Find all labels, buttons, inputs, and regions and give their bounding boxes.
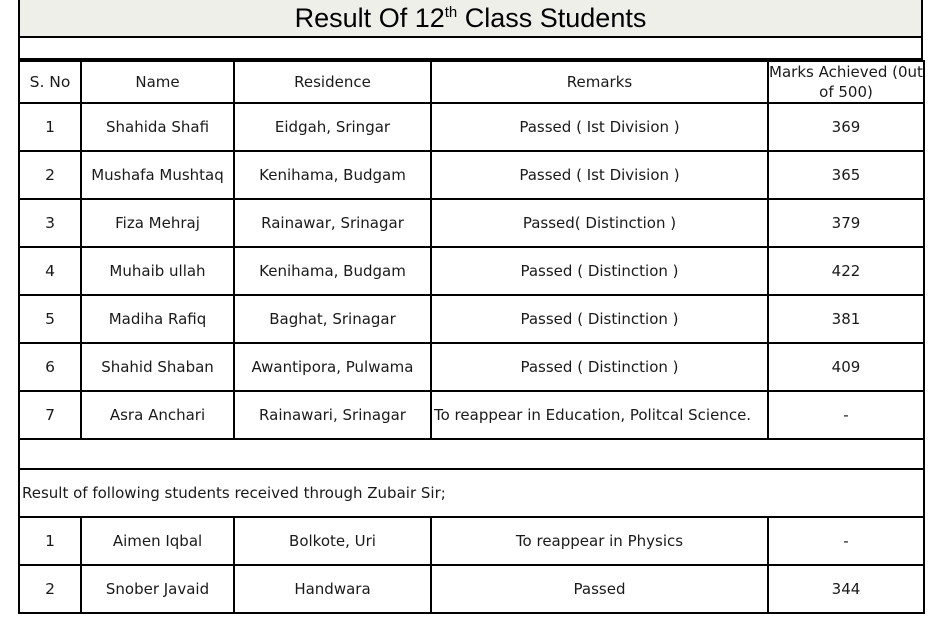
cell-residence: Kenihama, Budgam xyxy=(234,151,431,199)
cell-residence: Eidgah, Sringar xyxy=(234,103,431,151)
cell-name: Fiza Mehraj xyxy=(81,199,234,247)
table-row xyxy=(19,565,924,613)
cell-marks: 379 xyxy=(768,199,924,247)
cell-marks: 369 xyxy=(768,103,924,151)
cell-sno: 3 xyxy=(19,199,81,247)
table-row xyxy=(19,517,924,565)
cell-residence: Rainawar, Srinagar xyxy=(234,199,431,247)
blank-cell xyxy=(19,439,924,469)
cell-remarks: Passed ( Ist Division ) xyxy=(431,151,768,199)
cell-sno: 6 xyxy=(19,343,81,391)
header-residence: Residence xyxy=(234,61,431,103)
cell-marks: 409 xyxy=(768,343,924,391)
note-text: Result of following students received through Zubair Sir; xyxy=(19,469,924,517)
table-row xyxy=(19,199,924,247)
table-row xyxy=(19,343,924,391)
cell-remarks: Passed ( Distinction ) xyxy=(431,295,768,343)
cell-remarks: Passed xyxy=(431,565,768,613)
note-row xyxy=(19,469,924,517)
table-row xyxy=(19,151,924,199)
cell-remarks: Passed( Distinction ) xyxy=(431,199,768,247)
header-name: Name xyxy=(81,61,234,103)
cell-marks: - xyxy=(768,391,924,439)
results-table xyxy=(18,60,925,614)
header-marks: Marks Achieved (0ut of 500) xyxy=(769,63,923,101)
blank-row xyxy=(18,38,923,60)
cell-sno: 5 xyxy=(19,295,81,343)
cell-remarks: To reappear in Physics xyxy=(431,517,768,565)
cell-remarks: Passed ( Distinction ) xyxy=(431,343,768,391)
cell-name: Shahid Shaban xyxy=(81,343,234,391)
cell-marks: 365 xyxy=(768,151,924,199)
cell-residence: Baghat, Srinagar xyxy=(234,295,431,343)
cell-residence: Awantipora, Pulwama xyxy=(234,343,431,391)
cell-sno: 2 xyxy=(19,565,81,613)
page-title: Result Of 12th Class Students xyxy=(294,2,647,33)
cell-name: Mushafa Mushtaq xyxy=(81,151,234,199)
table-row xyxy=(19,247,924,295)
cell-name: Snober Javaid xyxy=(81,565,234,613)
title-superscript: th xyxy=(444,3,458,21)
cell-sno: 1 xyxy=(19,517,81,565)
cell-residence: Kenihama, Budgam xyxy=(234,247,431,295)
cell-remarks: Passed ( Distinction ) xyxy=(431,247,768,295)
cell-marks: - xyxy=(768,517,924,565)
title-row xyxy=(18,0,923,38)
table-row xyxy=(19,295,924,343)
cell-residence: Handwara xyxy=(234,565,431,613)
table-row xyxy=(19,103,924,151)
cell-residence: Bolkote, Uri xyxy=(234,517,431,565)
blank-row xyxy=(19,439,924,469)
cell-residence: Rainawari, Srinagar xyxy=(234,391,431,439)
table-row xyxy=(19,391,924,439)
cell-sno: 2 xyxy=(19,151,81,199)
cell-remarks: To reappear in Education, Politcal Science. xyxy=(431,391,768,439)
cell-name: Asra Anchari xyxy=(81,391,234,439)
result-sheet xyxy=(18,0,923,614)
cell-marks: 381 xyxy=(768,295,924,343)
cell-remarks: Passed ( Ist Division ) xyxy=(431,103,768,151)
cell-marks: 422 xyxy=(768,247,924,295)
cell-name: Aimen Iqbal xyxy=(81,517,234,565)
cell-name: Shahida Shafi xyxy=(81,103,234,151)
header-sno: S. No xyxy=(19,61,81,103)
cell-sno: 4 xyxy=(19,247,81,295)
cell-name: Muhaib ullah xyxy=(81,247,234,295)
cell-sno: 7 xyxy=(19,391,81,439)
cell-name: Madiha Rafiq xyxy=(81,295,234,343)
cell-marks: 344 xyxy=(768,565,924,613)
header-remarks: Remarks xyxy=(431,61,768,103)
header-row xyxy=(19,61,924,103)
cell-sno: 1 xyxy=(19,103,81,151)
